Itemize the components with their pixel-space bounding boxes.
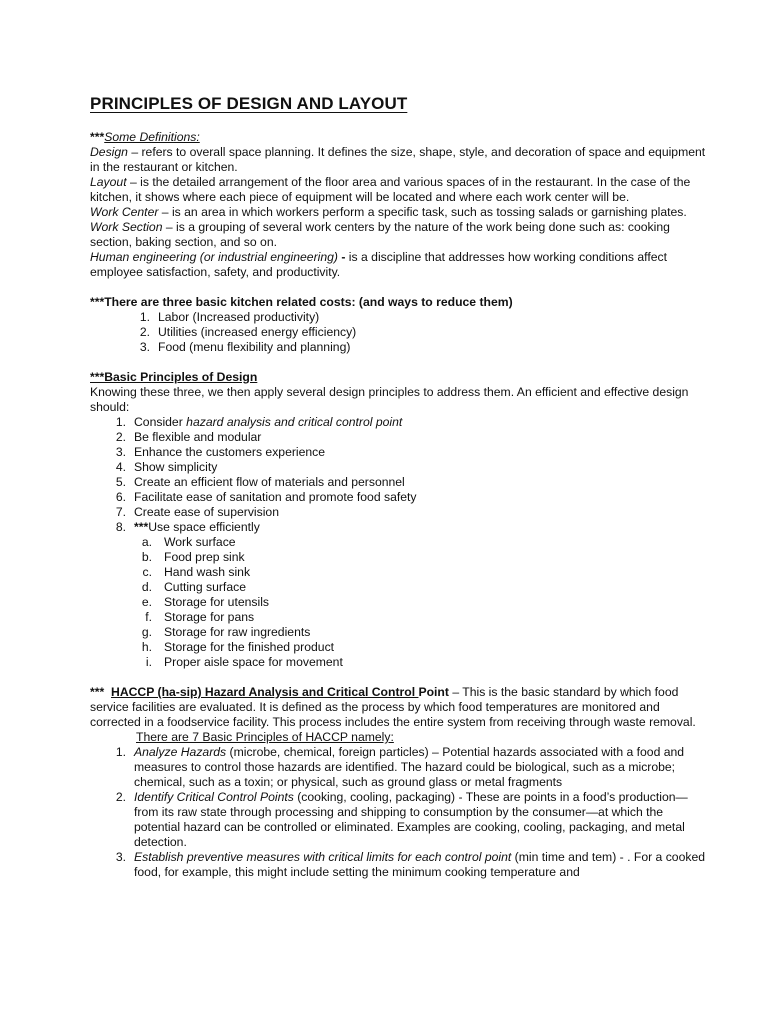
definitions-heading-stars: *** (90, 130, 105, 144)
list-text: Hand wash sink (164, 565, 251, 579)
list-item (108, 415, 708, 430)
definitions-heading (90, 130, 708, 145)
costs-list (90, 310, 708, 355)
list-text (134, 790, 708, 850)
list-text-italic: Establish preventive measures with critical limits for each control point (134, 850, 512, 864)
definition-design (90, 145, 708, 175)
design-principles-list (90, 415, 708, 535)
list-number: 7. (115, 505, 126, 519)
list-item (138, 655, 708, 670)
definition-text: – is an area in which workers perform a specific task, such as tossing salads or garnishing plates. (158, 205, 687, 219)
definition-text: is a discipline that addresses how working conditions affect employee satisfaction, safety, and productivity. (90, 250, 667, 279)
list-text (134, 415, 402, 430)
list-item (138, 640, 708, 655)
costs-heading: ***There are three basic kitchen related costs: (and ways to reduce them) (90, 295, 513, 309)
list-text: Create an efficient flow of materials and personnel (134, 475, 405, 489)
list-number: 3. (115, 850, 126, 864)
basic-principles-heading: ***Basic Principles of Design (90, 370, 258, 384)
list-letter: i. (145, 655, 152, 669)
haccp-heading (90, 685, 708, 730)
list-item (108, 790, 708, 850)
list-letter: c. (142, 565, 152, 579)
definitions-section (90, 130, 708, 280)
list-text-stars: *** (134, 520, 149, 534)
list-item (138, 610, 708, 625)
list-text: Be flexible and modular (134, 430, 262, 444)
haccp-subheading-row (90, 730, 708, 745)
space-items-list (90, 535, 708, 670)
basic-principles-section (90, 370, 708, 670)
list-text: Storage for the finished product (164, 640, 335, 654)
list-text: Storage for raw ingredients (164, 625, 311, 639)
list-item (132, 310, 708, 325)
definition-term: Work Center (90, 205, 159, 219)
list-letter: d. (141, 580, 152, 594)
list-item (138, 565, 708, 580)
list-number: 2. (115, 790, 126, 804)
definition-text: – refers to overall space planning. It defines the size, shape, style, and decoration of space and equipment in the restaurant or kitchen. (90, 145, 706, 174)
haccp-heading-text: – This is the basic standard by which food service facilities are evaluated. It is defined as the process by which food temperatures are monitored and corrected in a foodservice facility. This process includes the entire system from receiving through waste removal. (90, 685, 696, 729)
list-number: 6. (115, 490, 126, 504)
definition-text: – is the detailed arrangement of the floor area and various spaces of in the restaurant. In the case of the kitchen, it shows where each piece of equipment will be located and where each work center will be. (90, 175, 691, 204)
list-item (108, 505, 708, 520)
list-number: 3. (115, 445, 126, 459)
list-text-body: Use space efficiently (148, 520, 260, 534)
list-item (108, 850, 708, 880)
haccp-heading-point: Point (418, 685, 449, 699)
definition-term: Design (90, 145, 128, 159)
definition-term: Work Section (90, 220, 163, 234)
list-text: Utilities (increased energy efficiency) (158, 325, 357, 339)
list-item (138, 580, 708, 595)
list-text-body: (min time and tem) - . For a cooked food, for example, this might include setting the minimum cooking temperature and (134, 850, 706, 879)
list-item (138, 550, 708, 565)
definition-term: Layout (90, 175, 127, 189)
basic-principles-intro: Knowing these three, we then apply several design principles to address them. An efficient and effective design should: (90, 385, 689, 414)
costs-section (90, 295, 708, 355)
list-item (132, 340, 708, 355)
list-letter: a. (141, 535, 152, 549)
list-item (108, 430, 708, 445)
haccp-heading-title: HACCP (ha-sip) Hazard Analysis and Critical Control (111, 685, 419, 699)
list-letter: g. (141, 625, 152, 639)
list-item (138, 625, 708, 640)
list-text: Storage for utensils (164, 595, 270, 609)
list-text-body: (cooking, cooling, packaging) - These are points in a food’s production—from its raw state through processing and shipping to consumption by the consumer—at which the potential hazard can be controlled or eliminated. Examples are cooking, cooling, packaging, and metal detection. (134, 790, 688, 849)
list-text: Create ease of supervision (134, 505, 279, 519)
haccp-section (90, 685, 708, 880)
list-item (138, 595, 708, 610)
list-text (134, 850, 708, 880)
list-text: Show simplicity (134, 460, 218, 474)
list-number: 2. (115, 430, 126, 444)
definition-dash: - (337, 250, 346, 264)
list-letter: h. (141, 640, 152, 654)
list-text: Facilitate ease of sanitation and promote food safety (134, 490, 417, 504)
list-letter: e. (141, 595, 152, 609)
list-item (138, 535, 708, 550)
list-number: 1. (115, 745, 126, 759)
list-item (108, 490, 708, 505)
list-number: 8. (115, 520, 126, 534)
definition-work-section (90, 220, 708, 250)
haccp-subheading: There are 7 Basic Principles of HACCP namely: (136, 730, 394, 744)
definition-human-engineering (90, 250, 708, 280)
definition-layout (90, 175, 708, 205)
list-text: Food (menu flexibility and planning) (158, 340, 351, 354)
list-number: 4. (115, 460, 126, 474)
list-text: Food prep sink (164, 550, 245, 564)
list-text-prefix: Consider (134, 415, 187, 429)
list-text-italic: hazard analysis and critical control point (186, 415, 403, 429)
list-text: Enhance the customers experience (134, 445, 326, 459)
list-text: Work surface (164, 535, 236, 549)
list-text (134, 745, 708, 790)
definition-text: – is a grouping of several work centers by the nature of the work being done such as: cooking section, baking section, and so on. (90, 220, 670, 249)
list-text: Cutting surface (164, 580, 246, 594)
list-number: 1. (115, 415, 126, 429)
list-number: 2. (139, 325, 150, 339)
list-letter: b. (141, 550, 152, 564)
list-item (108, 745, 708, 790)
definition-term: Human engineering (or industrial engineering) (90, 250, 338, 264)
list-item (108, 445, 708, 460)
definition-work-center (90, 205, 708, 220)
list-number: 3. (139, 340, 150, 354)
definitions-heading-text: Some Definitions: (104, 130, 200, 144)
list-item (132, 325, 708, 340)
list-text: Proper aisle space for movement (164, 655, 343, 669)
haccp-heading-stars: *** (90, 685, 112, 699)
list-number: 5. (115, 475, 126, 489)
list-item (108, 460, 708, 475)
list-text: Storage for pans (164, 610, 255, 624)
page-title: PRINCIPLES OF DESIGN AND LAYOUT (90, 94, 408, 113)
list-text-italic: Identify Critical Control Points (134, 790, 294, 804)
list-text-body: (microbe, chemical, foreign particles) – Potential hazards associated with a food and measures to control those hazards are identified. The hazard could be biological, such as a microbe; chemical, such as a toxin; or physical, such as ground glass or metal fragments (134, 745, 685, 789)
list-number: 1. (139, 310, 150, 324)
list-text (134, 520, 260, 535)
list-text-italic: Analyze Hazards (134, 745, 227, 759)
list-letter: f. (145, 610, 152, 624)
list-text: Labor (Increased productivity) (158, 310, 320, 324)
list-item (108, 520, 708, 535)
haccp-principles-list (90, 745, 708, 880)
list-item (108, 475, 708, 490)
